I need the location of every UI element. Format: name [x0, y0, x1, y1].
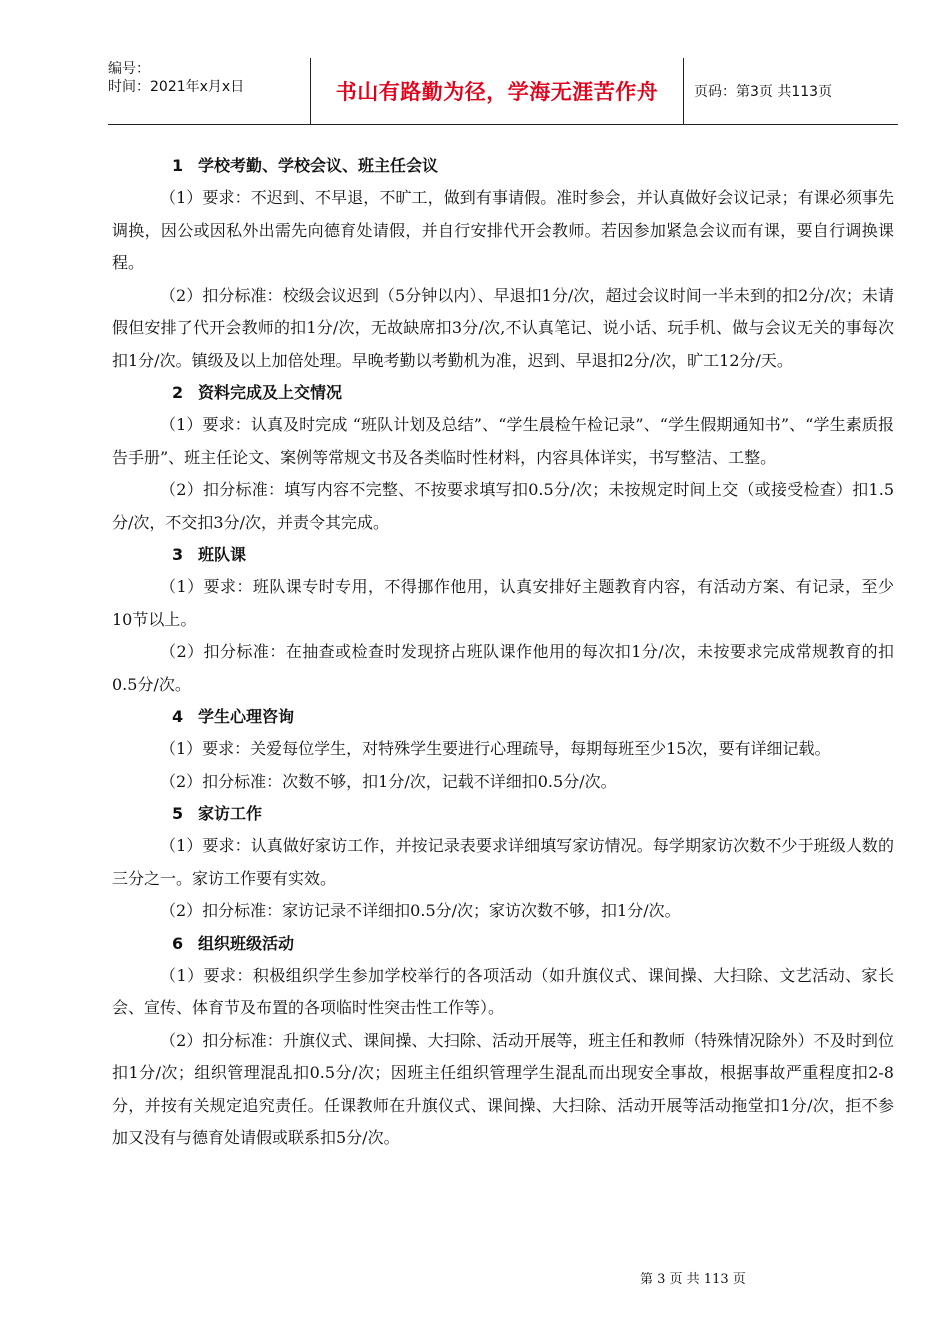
paragraph: （2）扣分标准：在抽查或检查时发现挤占班队课作他用的每次扣1分/次，未按要求完成常规教育的扣0.5分/次。 — [112, 642, 894, 694]
header-page-info: 页码：第3页 共113页 — [694, 84, 833, 100]
paragraph: （2）扣分标准：升旗仪式、课间操、大扫除、活动开展等，班主任和教师（特殊情况除外）不及时到位扣1分/次；组织管理混乱扣0.5分/次；因班主任组织管理学生混乱而出现安全事故，根据事故严重程度扣2-8分，并按有关规定追究责任。任课教师在升旗仪式、课间操、大扫除、活动开展等活动拖堂扣1分/次，拒不参加又没有与德育处请假或联系扣5分/次。 — [112, 1030, 894, 1147]
section-heading: 3 班队课 — [172, 545, 247, 564]
page-footer: 第 3 页 共 113 页 — [640, 1272, 746, 1287]
header-motto: 书山有路勤为径，学海无涯苦作舟 — [310, 58, 684, 124]
paragraph: （2）扣分标准：校级会议迟到（5分钟以内）、早退扣1分/次，超过会议时间一半未到的扣2分/次；未请假但安排了代开会教师的扣1分/次，无故缺席扣3分/次,不认真笔记、说小话、玩手机、做与会议无关的事每次扣1分/次。镇级及以上加倍处理。早晚考勤以考勤机为准，迟到、早退扣2分/次，旷工12分/天。 — [112, 285, 894, 370]
paragraph: （2）扣分标准：家访记录不详细扣0.5分/次；家访次数不够，扣1分/次。 — [160, 901, 681, 920]
section-heading: 1 学校考勤、学校会议、班主任会议 — [172, 156, 439, 175]
number-label: 编号： — [108, 61, 150, 77]
paragraph: （2）扣分标准：填写内容不完整、不按要求填写扣0.5分/次；未按规定时间上交（或接受检查）扣1.5分/次，不交扣3分/次，并责令其完成。 — [112, 480, 894, 532]
header-meta — [108, 58, 308, 126]
time-label: 时间：2021年x月x日 — [108, 79, 245, 95]
paragraph: （1）要求：关爱每位学生，对特殊学生要进行心理疏导，每期每班至少15次，要有详细记载。 — [160, 739, 831, 758]
section-heading: 4 学生心理咨询 — [172, 707, 295, 726]
section-heading: 6 组织班级活动 — [172, 933, 295, 953]
document-body — [112, 150, 894, 1155]
section-heading: 5 家访工作 — [172, 804, 263, 823]
paragraph: （1）要求：不迟到、不早退，不旷工，做到有事请假。准时参会，并认真做好会议记录；有课必须事先调换，因公或因私外出需先向德育处请假，并自行安排代开会教师。若因参加紧急会议而有课，要自行调换课程。 — [112, 188, 894, 272]
paragraph: （1）要求：认真做好家访工作，并按记录表要求详细填写家访情况。每学期家访次数不少于班级人数的三分之一。家访工作要有实效。 — [112, 836, 894, 888]
paragraph: （2）扣分标准：次数不够，扣1分/次，记载不详细扣0.5分/次。 — [160, 771, 617, 791]
paragraph: （1）要求：班队课专时专用，不得挪作他用，认真安排好主题教育内容，有活动方案、有记录，至少10节以上。 — [112, 577, 894, 629]
page-header — [108, 58, 898, 125]
section-heading: 2 资料完成及上交情况 — [172, 383, 343, 402]
paragraph: （1）要求：认真及时完成 “班队计划及总结”、“学生晨检午检记录”、“学生假期通知书”、“学生素质报告手册”、班主任论文、案例等常规文书及各类临时性材料，内容具体详实，书写整洁、工整。 — [112, 415, 894, 467]
paragraph: （1）要求：积极组织学生参加学校举行的各项活动（如升旗仪式、课间操、大扫除、文艺活动、家长会、宣传、体育节及布置的各项临时性突击性工作等）。 — [112, 965, 894, 1017]
